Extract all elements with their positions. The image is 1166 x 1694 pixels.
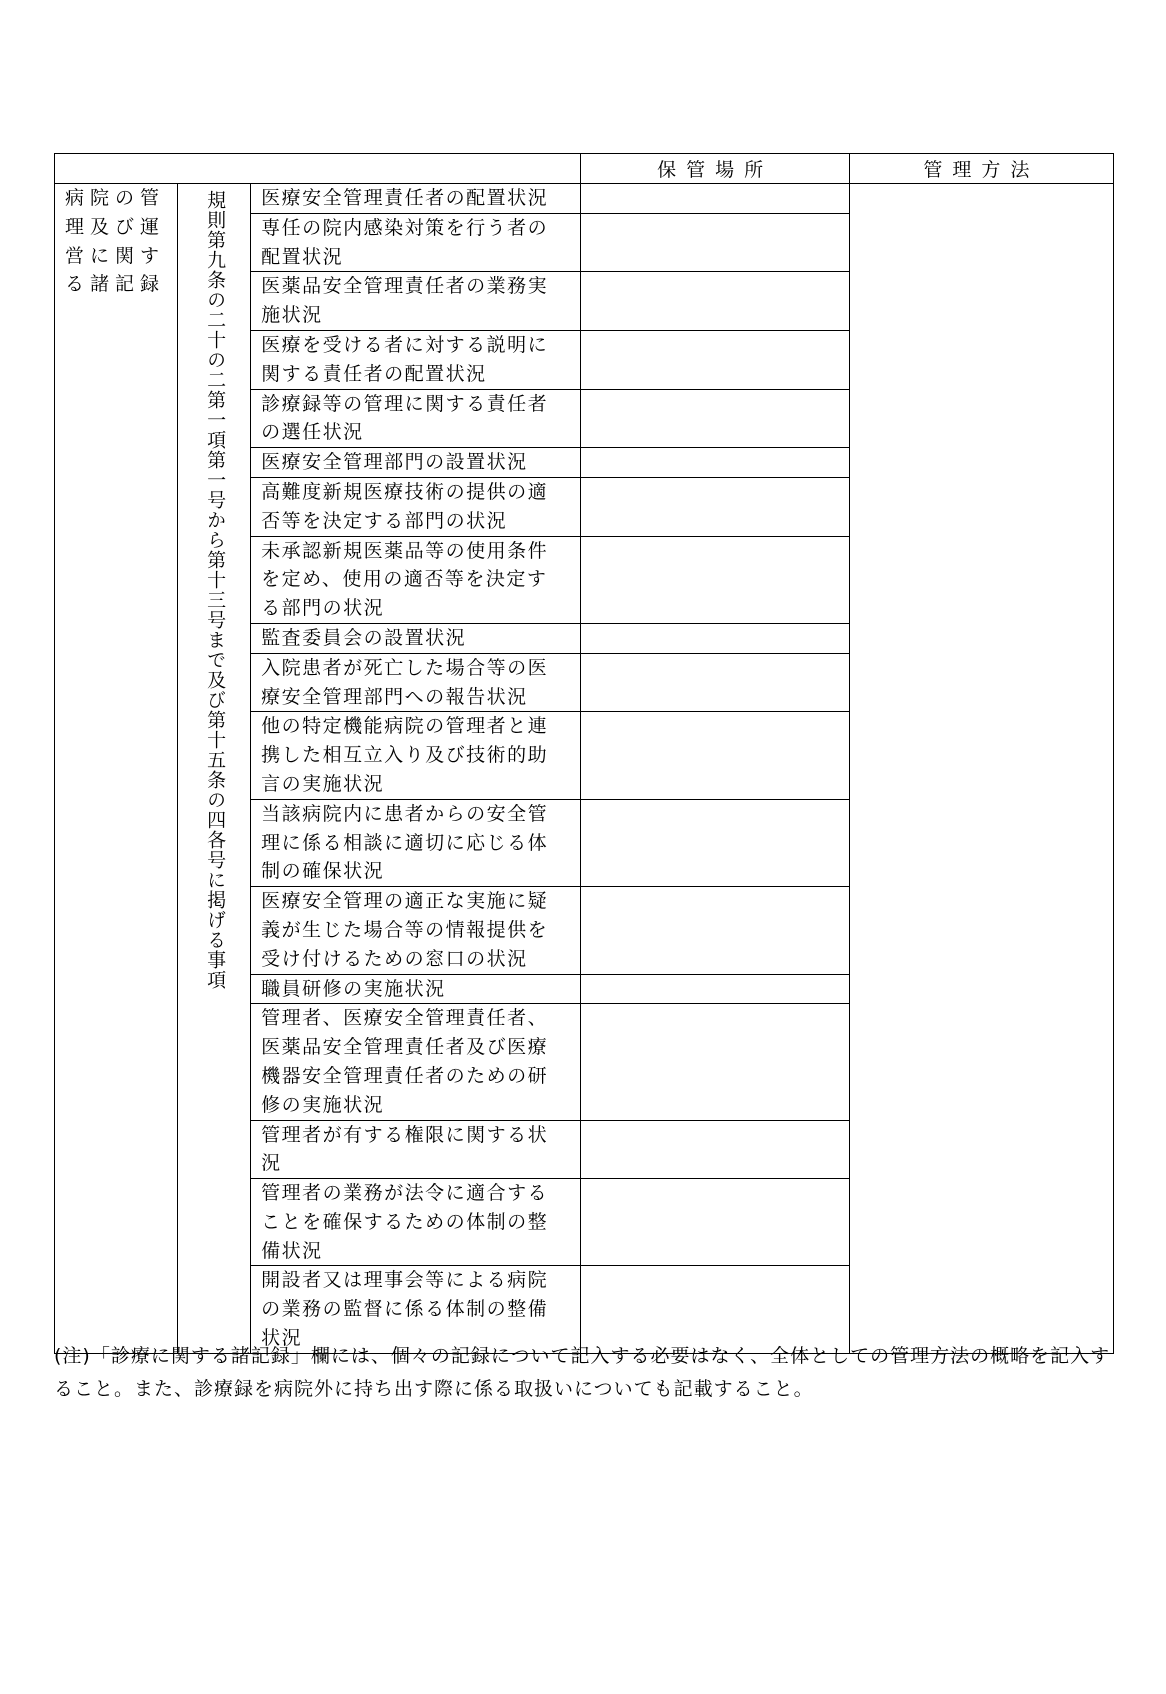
location-cell[interactable] [581,213,849,272]
records-table [54,153,1114,1354]
category-cell: 病院の管 理及び運 営に関す る諸記録 [55,184,178,1354]
location-cell[interactable] [581,1120,849,1179]
location-cell[interactable] [581,887,849,974]
item-label: 入院患者が死亡した場合等の医 療安全管理部門への報告状況 [251,653,581,712]
item-label: 当該病院内に患者からの安全管 理に係る相談に適切に応じる体 制の確保状況 [251,799,581,886]
item-label: 管理者が有する権限に関する状 況 [251,1120,581,1179]
header-location: 保管場所 [581,154,849,184]
item-label: 専任の院内感染対策を行う者の 配置状況 [251,213,581,272]
location-cell[interactable] [581,712,849,799]
location-cell[interactable] [581,974,849,1004]
header-method: 管理方法 [849,154,1113,184]
item-label: 高難度新規医療技術の提供の適 否等を決定する部門の状況 [251,477,581,536]
table-row [55,184,1114,214]
item-label: 医薬品安全管理責任者の業務実 施状況 [251,272,581,331]
item-label: 管理者、医療安全管理責任者、 医薬品安全管理責任者及び医療 機器安全管理責任者のための研 修の実施状況 [251,1004,581,1120]
location-cell[interactable] [581,272,849,331]
method-cell[interactable] [849,184,1113,1354]
item-label: 管理者の業務が法令に適合する ことを確保するための体制の整 備状況 [251,1179,581,1266]
location-cell[interactable] [581,799,849,886]
location-cell[interactable] [581,477,849,536]
rule-cell [178,184,251,1354]
item-label: 監査委員会の設置状況 [251,623,581,653]
footnote: (注)「診療に関する諸記録」欄には、個々の記録について記入する必要はなく、全体としての管理方法の概略を記入すること。また、診療録を病院外に持ち出す際に係る取扱いについても記載すること。 [54,1345,1111,1400]
item-label: 医療安全管理責任者の配置状況 [251,184,581,214]
rule-text: 規則第九条の二十の二第一項第一号から第十三号まで及び第十五条の四各号に掲げる事項 [204,190,227,990]
item-label: 他の特定機能病院の管理者と連 携した相互立入り及び技術的助 言の実施状況 [251,712,581,799]
location-cell[interactable] [581,1004,849,1120]
item-label: 医療安全管理の適正な実施に疑 義が生じた場合等の情報提供を 受け付けるための窓口の状況 [251,887,581,974]
item-label: 職員研修の実施状況 [251,974,581,1004]
location-cell[interactable] [581,330,849,389]
location-cell[interactable] [581,653,849,712]
item-label: 開設者又は理事会等による病院 の業務の監督に係る体制の整備 状況 [251,1266,581,1353]
location-cell[interactable] [581,184,849,214]
item-label: 医療を受ける者に対する説明に 関する責任者の配置状況 [251,330,581,389]
location-cell[interactable] [581,536,849,623]
location-cell[interactable] [581,389,849,448]
item-label: 診療録等の管理に関する責任者 の選任状況 [251,389,581,448]
location-cell[interactable] [581,623,849,653]
location-cell[interactable] [581,1179,849,1266]
item-label: 医療安全管理部門の設置状況 [251,448,581,478]
location-cell[interactable] [581,448,849,478]
header-blank [55,154,581,184]
item-label: 未承認新規医薬品等の使用条件 を定め、使用の適否等を決定す る部門の状況 [251,536,581,623]
